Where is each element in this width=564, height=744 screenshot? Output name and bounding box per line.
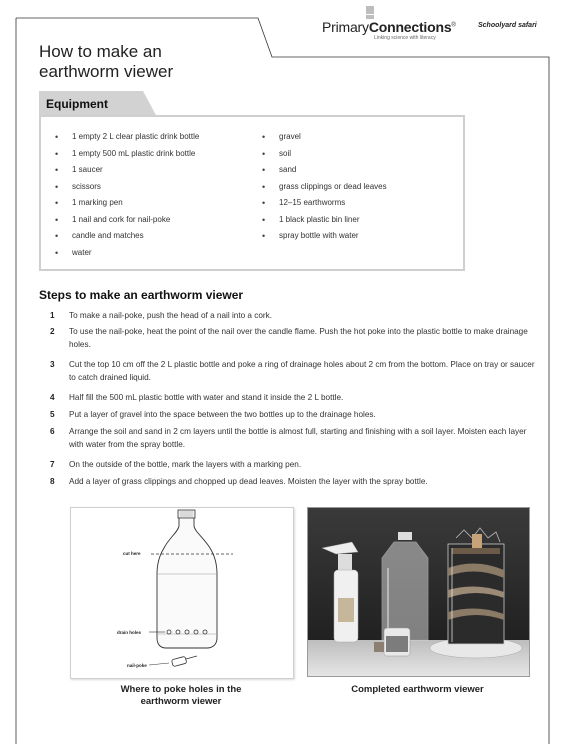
step-item bbox=[50, 425, 535, 451]
list-item: • 1 marking pen bbox=[55, 195, 255, 212]
list-item: • 1 black plastic bin liner bbox=[262, 212, 452, 229]
viewer-photo bbox=[307, 507, 530, 677]
bullet-icon: • bbox=[262, 214, 266, 225]
step-text: To use the nail-poke, heat the point of the nail over the candle flame. Push the hot poke into the plastic bottle to make drainage holes. bbox=[69, 327, 528, 349]
page-title-line2: earthworm viewer bbox=[39, 62, 174, 81]
list-item: • soil bbox=[262, 146, 452, 163]
list-item: • 1 saucer bbox=[55, 162, 255, 179]
step-text: Add a layer of grass clippings and chopped up dead leaves. Moisten the layer with the spray bottle. bbox=[69, 477, 428, 486]
bullet-icon: • bbox=[55, 198, 59, 208]
list-item: • candle and matches bbox=[55, 228, 255, 245]
step-number: 7 bbox=[50, 460, 55, 469]
bullet-icon: • bbox=[262, 198, 266, 208]
list-item: • spray bottle with water bbox=[262, 228, 452, 245]
page-title-line1: How to make an bbox=[39, 42, 162, 61]
logo bbox=[322, 6, 462, 42]
step-number: 3 bbox=[50, 360, 55, 369]
bullet-icon: • bbox=[262, 132, 266, 142]
label-cut-here: cut here bbox=[123, 551, 141, 556]
diagram-caption-line1: Where to poke holes in the bbox=[120, 684, 242, 695]
equipment-list-left bbox=[55, 129, 255, 261]
list-item: • 12–15 earthworms bbox=[262, 195, 452, 212]
steps-heading: Steps to make an earthworm viewer bbox=[39, 288, 244, 302]
step-number: 2 bbox=[50, 327, 55, 336]
label-drain-holes: drain holes bbox=[117, 630, 142, 635]
list-item: • 1 empty 2 L clear plastic drink bottle bbox=[55, 129, 255, 146]
plastic-bottle-icon bbox=[382, 532, 428, 640]
step-text: To make a nail-poke, push the head of a nail into a cork. bbox=[69, 311, 272, 320]
step-number: 5 bbox=[50, 410, 55, 419]
photo-caption: Completed earthworm viewer bbox=[351, 684, 484, 695]
step-text: Arrange the soil and sand in 2 cm layers until the bottle is almost full, starting and finishing with a soil layer. Moisten each layer with water from the spray bottle. bbox=[69, 427, 527, 449]
step-item bbox=[50, 408, 535, 421]
step-number: 6 bbox=[50, 427, 55, 436]
viewer-photo-image bbox=[308, 508, 529, 676]
list-item: • gravel bbox=[262, 129, 452, 146]
step-text: Put a layer of gravel into the space between the two bottles up to the drainage holes. bbox=[69, 410, 376, 419]
bottle-diagram bbox=[70, 507, 294, 679]
list-item: • 1 empty 500 mL plastic drink bottle bbox=[55, 146, 255, 163]
logo-tagline: Linking science with literacy bbox=[374, 35, 436, 41]
bullet-icon: • bbox=[55, 132, 59, 142]
nail-poke-icon bbox=[171, 656, 197, 667]
bullet-icon: • bbox=[55, 247, 59, 258]
bullet-icon: • bbox=[55, 165, 59, 175]
step-item bbox=[50, 391, 535, 404]
bullet-icon: • bbox=[262, 181, 266, 192]
diagram-caption-line2: earthworm viewer bbox=[140, 696, 222, 707]
equipment-list-right bbox=[262, 129, 452, 245]
bullet-icon: • bbox=[262, 231, 266, 241]
list-item: • 1 nail and cork for nail-poke bbox=[55, 212, 255, 229]
logo-wordmark: PrimaryConnections® bbox=[322, 19, 456, 35]
step-number: 8 bbox=[50, 477, 55, 486]
page-title bbox=[39, 42, 173, 82]
step-number: 4 bbox=[50, 393, 55, 402]
logo-mark bbox=[366, 6, 374, 14]
bullet-icon: • bbox=[55, 214, 59, 225]
equipment-heading: Equipment bbox=[46, 97, 108, 111]
bullet-icon: • bbox=[55, 148, 59, 159]
list-item: • sand bbox=[262, 162, 452, 179]
step-item bbox=[50, 325, 535, 351]
label-nail-poke: nail-poke bbox=[127, 663, 147, 668]
step-text: Half fill the 500 mL plastic bottle with water and stand it inside the 2 L bottle. bbox=[69, 393, 344, 402]
bottle-diagram-illustration bbox=[71, 508, 293, 678]
step-item bbox=[50, 458, 535, 471]
step-item bbox=[50, 475, 535, 488]
diagram-caption bbox=[70, 684, 292, 708]
unit-title: Schoolyard safari bbox=[478, 22, 537, 29]
bullet-icon: • bbox=[262, 148, 266, 159]
list-item: • scissors bbox=[55, 179, 255, 196]
list-item: • water bbox=[55, 245, 255, 262]
step-text: Cut the top 10 cm off the 2 L plastic bottle and poke a ring of drainage holes about 2 cm from the bottom. Place on tray or saucer to catch drained liquid. bbox=[69, 360, 535, 382]
bullet-icon: • bbox=[262, 165, 266, 175]
bullet-icon: • bbox=[55, 231, 59, 241]
step-item bbox=[50, 358, 535, 384]
step-text: On the outside of the bottle, mark the layers with a marking pen. bbox=[69, 460, 302, 469]
bullet-icon: • bbox=[55, 181, 59, 192]
step-number: 1 bbox=[50, 311, 55, 320]
list-item: • grass clippings or dead leaves bbox=[262, 179, 452, 196]
step-item bbox=[50, 309, 535, 322]
